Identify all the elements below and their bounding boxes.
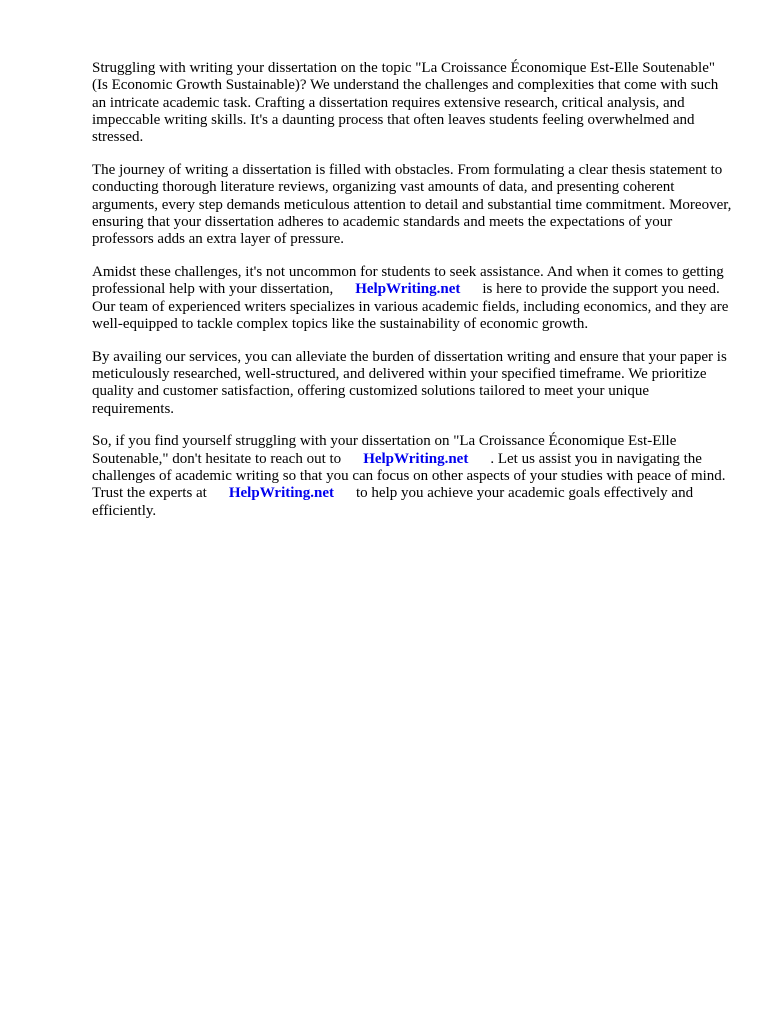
paragraph-intro: Struggling with writing your dissertation on the topic "La Croissance Économique Est-Elle Soutenable" (Is Economic Growth Sustainable)? We understand the challenges and complexities that come with such an intricate academic task. Crafting a dissertation requires extensive research, critical analysis, and impeccable writing skills. It's a daunting process that often leaves students feeling overwhelmed and stressed. — [92, 60, 719, 146]
document-page — [92, 60, 732, 535]
helpwriting-link[interactable]: HelpWriting.net — [228, 485, 334, 502]
paragraph-assistance-text-before: Amidst these challenges, it's not uncommon for students to seek assistance. And when it comes to getting professional help with your dissertation, — [92, 263, 724, 298]
paragraph-obstacles: The journey of writing a dissertation is filled with obstacles. From formulating a clear thesis statement to conducting thorough literature reviews, organizing vast amounts of data, and presenting coherent arguments, every step demands meticulous attention to detail and substantial time commitment. Moreover, ensuring that your dissertation adheres to academic standards and meets the expectations of your professors adds an extra layer of pressure. — [92, 161, 732, 248]
paragraph-assistance — [92, 264, 732, 333]
paragraph-closing-text-3: to help you achieve your academic goals effectively and efficiently. — [92, 485, 694, 519]
helpwriting-link[interactable]: HelpWriting.net — [363, 450, 469, 467]
paragraph-closing-text-1: So, if you find yourself struggling with your dissertation on "La Croissance Économique Est-Elle Soutenable," don't hesitate to reach out to — [92, 433, 677, 467]
paragraph-closing — [92, 433, 732, 519]
paragraph-closing-text-2: . Let us assist you in navigating the challenges of academic writing so that you can focus on other aspects of your studies with peace of mind. Trust the experts at — [92, 450, 726, 502]
helpwriting-link[interactable]: HelpWriting.net — [355, 281, 461, 298]
paragraph-services: By availing our services, you can alleviate the burden of dissertation writing and ensure that your paper is meticulously researched, well-structured, and delivered within your specified timeframe. We prioritize quality and customer satisfaction, offering customized solutions tailored to meet your unique requirements. — [92, 348, 727, 417]
paragraph-assistance-text-after: is here to provide the support you need. Our team of experienced writers specializes in various academic fields, including economics, and they are well-equipped to tackle complex topics like the sustainability of economic growth. — [92, 281, 729, 332]
